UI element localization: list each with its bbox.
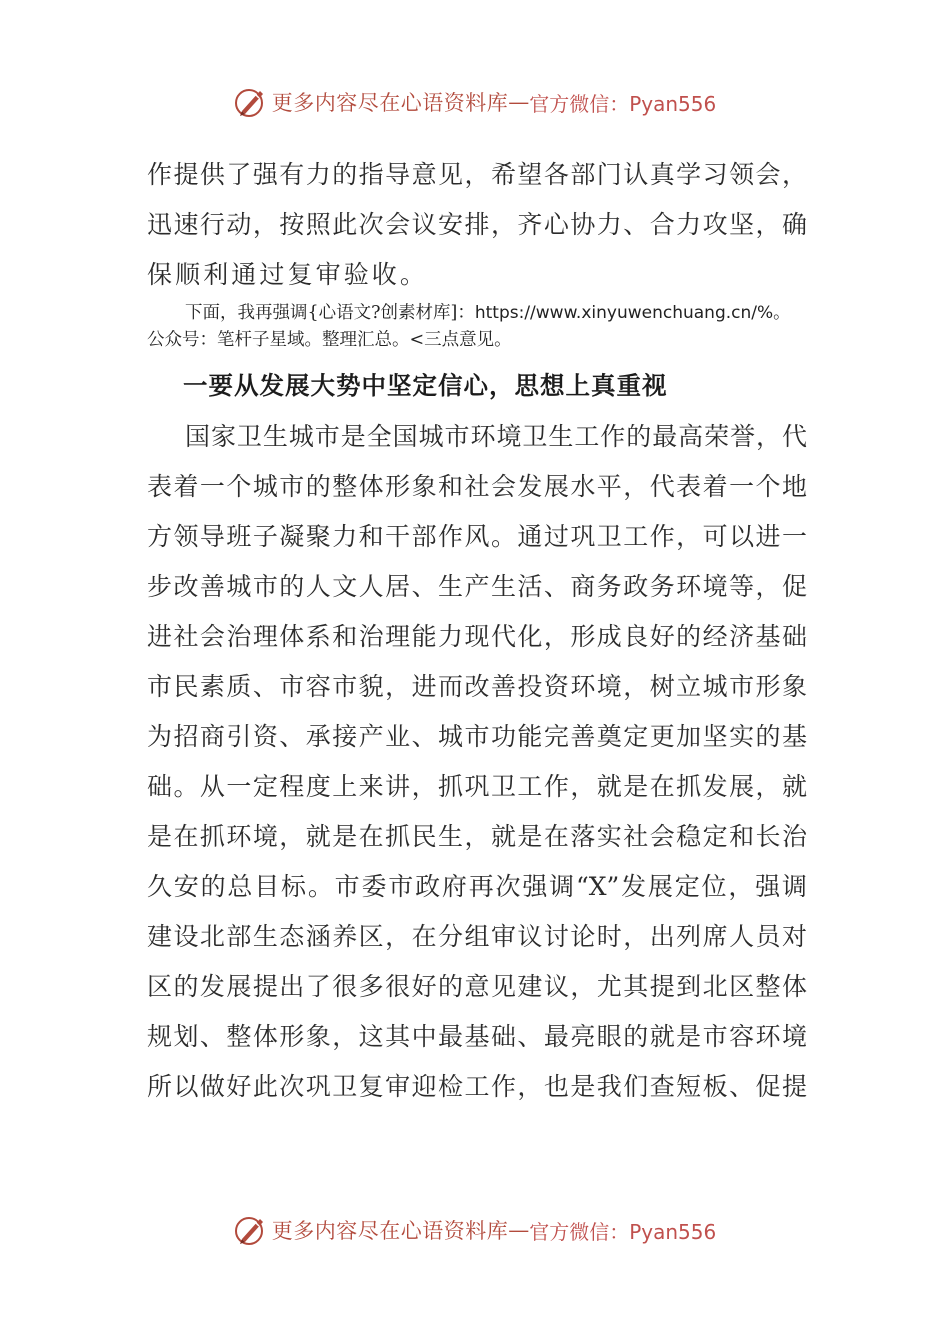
text-line: 建设北部生态涵养区，在分组审议讨论时，出列席人员对: [147, 922, 807, 951]
header-banner: [0, 80, 950, 124]
footer-banner: [0, 1208, 950, 1252]
note-url: https://www.xinyuwenchuang.cn/%。: [474, 303, 791, 323]
text-line: 国家卫生城市是全国城市环境卫生工作的最高荣誉，代: [185, 422, 807, 451]
note-prefix: 下面，我再强调{心语文?创素材库]：: [185, 303, 475, 323]
text-line: 作提供了强有力的指导意见，希望各部门认真学习领会，: [147, 160, 807, 189]
banner-dash: —: [508, 1218, 530, 1242]
note-line: 公众号：笔杆子星域。整理汇总。<三点意见。: [147, 330, 512, 350]
text-line: 久安的总目标。市委市政府再次强调“X”发展定位，强调: [147, 872, 807, 901]
pen-logo-icon: [234, 1213, 268, 1247]
text-line: 步改善城市的人文人居、生产生活、商务政务环境等，促: [147, 572, 807, 601]
text-line: 规划、整体形象，这其中最基础、最亮眼的就是市容环境: [147, 1022, 807, 1051]
text-line: 础。从一定程度上来讲，抓巩卫工作，就是在抓发展，就: [147, 772, 807, 801]
text-line: 所以做好此次巩卫复审迎检工作，也是我们查短板、促提: [147, 1072, 807, 1101]
banner-wechat: 官方微信：Pyan556: [529, 91, 717, 116]
text-line: 方领导班子凝聚力和干部作风。通过巩卫工作，可以进一: [147, 522, 807, 551]
note-line: [147, 300, 807, 327]
banner-dash: —: [508, 90, 530, 114]
banner-text: 更多内容尽在心语资料库: [271, 91, 509, 115]
document-body: [147, 150, 807, 1112]
text-line: 进社会治理体系和治理能力现代化，形成良好的经济基础: [147, 622, 807, 651]
banner-wechat: 官方微信：Pyan556: [529, 1219, 717, 1244]
pen-logo-icon: [234, 85, 268, 119]
text-line: 表着一个城市的整体形象和社会发展水平，代表着一个地: [147, 472, 807, 501]
text-line: 迅速行动，按照此次会议安排，齐心协力、合力攻坚，确: [147, 210, 807, 239]
text-line: 是在抓环境，就是在抓民生，就是在落实社会稳定和长治: [147, 822, 807, 851]
text-line: 区的发展提出了很多很好的意见建议，尤其提到北区整体: [147, 972, 807, 1001]
text-line: 为招商引资、承接产业、城市功能完善奠定更加坚实的基: [147, 722, 807, 751]
text-line: 保顺利通过复审验收。: [147, 260, 429, 289]
text-line: 市民素质、市容市貌，进而改善投资环境，树立城市形象: [147, 672, 807, 701]
banner-text: 更多内容尽在心语资料库: [271, 1219, 509, 1243]
section-heading: 一要从发展大势中坚定信心，思想上真重视: [183, 371, 668, 400]
